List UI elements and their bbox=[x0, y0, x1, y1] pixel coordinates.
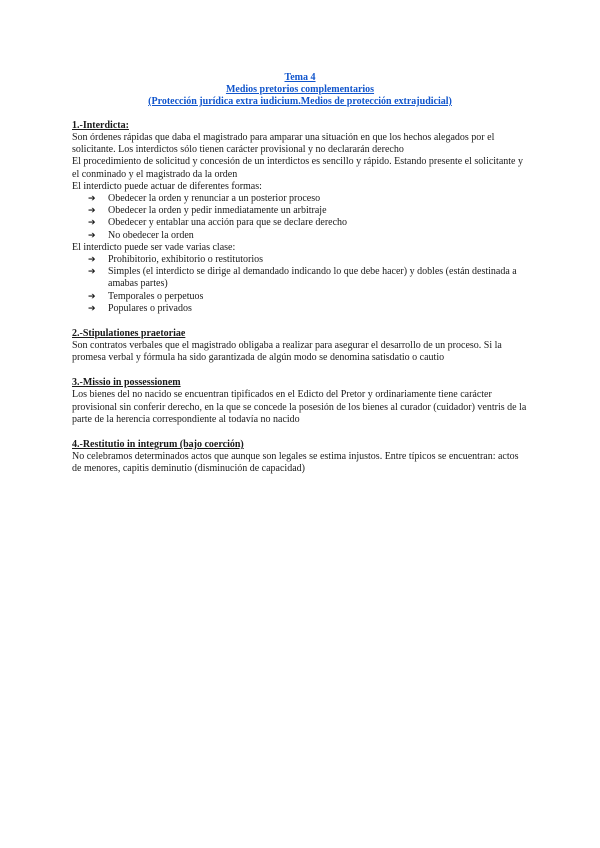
paragraph: No celebramos determinados actos que aunque son legales se estima injustos. Entre típicos se encuentran: actos de menores, capitis deminutio (disminución de capacidad) bbox=[72, 451, 519, 475]
section-restitutio bbox=[72, 439, 528, 475]
classes-list bbox=[72, 254, 528, 315]
list-item-text: Obedecer la orden y pedir inmediatamente un arbitraje bbox=[108, 205, 327, 217]
list-item bbox=[82, 217, 528, 229]
arrow-right-icon: ➔ bbox=[88, 218, 96, 229]
arrow-right-icon: ➔ bbox=[88, 206, 96, 217]
arrow-right-icon: ➔ bbox=[88, 255, 96, 266]
topic-number: Tema 4 bbox=[284, 72, 316, 83]
list-item-text: Obedecer la orden y renunciar a un posterior proceso bbox=[108, 193, 321, 205]
arrow-right-icon: ➔ bbox=[88, 303, 96, 314]
paragraph: Son órdenes rápidas que daba el magistrado para amparar una situación en que los hechos alegados por el solicitante. Los interdictos sólo tienen carácter provisional y no declararán derecho bbox=[72, 132, 495, 156]
forms-list bbox=[72, 193, 528, 242]
section-title: 2.-Stipulationes praetoriae bbox=[72, 328, 186, 340]
list-item bbox=[82, 230, 528, 242]
paragraph: El procedimiento de solicitud y concesión de un interdictos es sencillo y rápido. Estando presente el solicitante y el conminado y el magistrado da la orden bbox=[72, 156, 523, 180]
list-item bbox=[82, 205, 528, 217]
section-title: 1.-Interdicta: bbox=[72, 120, 129, 131]
arrow-right-icon: ➔ bbox=[88, 194, 96, 205]
list-item bbox=[82, 291, 528, 303]
section-missio bbox=[72, 377, 528, 426]
paragraph: El interdicto puede ser vade varias clase: bbox=[72, 241, 236, 253]
section-title: 4.-Restitutio in integrum (bajo coerción) bbox=[72, 439, 244, 451]
list-item bbox=[82, 193, 528, 205]
paragraph: Son contratos verbales que el magistrado obligaba a realizar para asegurar el desarrollo de un proceso. Si la promesa verbal y fórmula ha sido garantizada de algún modo se denomina satisdatio o cautio bbox=[72, 340, 502, 364]
list-item bbox=[82, 266, 528, 290]
list-item bbox=[82, 303, 528, 315]
list-item bbox=[82, 254, 528, 266]
list-item-text: Obedecer y entablar una acción para que se declare derecho bbox=[108, 217, 348, 229]
document-header bbox=[72, 72, 528, 108]
list-item-text: Prohibitorio, exhibitorio o restitutorios bbox=[108, 254, 263, 266]
paragraph: Los bienes del no nacido se encuentran tipificados en el Edicto del Pretor y ordinariamente tiene carácter provisional sin conferir derecho, en la que se concede la posesión de los bienes al curador (cuidador) ventris de la parte de la herencia correspondiente al todavía no nacido bbox=[72, 389, 527, 425]
list-item-text: No obedecer la orden bbox=[108, 229, 194, 241]
section-interdicta bbox=[72, 120, 528, 315]
list-item-text: Temporales o perpetuos bbox=[108, 290, 204, 302]
arrow-right-icon: ➔ bbox=[88, 267, 96, 278]
list-item-text: Simples (el interdicto se dirige al demandado indicando lo que debe hacer) y dobles (están destinada a amabas partes) bbox=[108, 266, 517, 290]
list-item-text: Populares o privados bbox=[108, 302, 192, 314]
arrow-right-icon: ➔ bbox=[88, 230, 96, 241]
arrow-right-icon: ➔ bbox=[88, 291, 96, 302]
section-stipulationes bbox=[72, 328, 528, 364]
document-title: Medios pretorios complementarios bbox=[225, 84, 375, 95]
section-title: 3.-Missio in possessionem bbox=[72, 377, 181, 389]
paragraph: El interdicto puede actuar de diferentes formas: bbox=[72, 180, 262, 192]
document-subtitle: (Protección jurídica extra iudicium.Medios de protección extrajudicial) bbox=[148, 96, 452, 107]
